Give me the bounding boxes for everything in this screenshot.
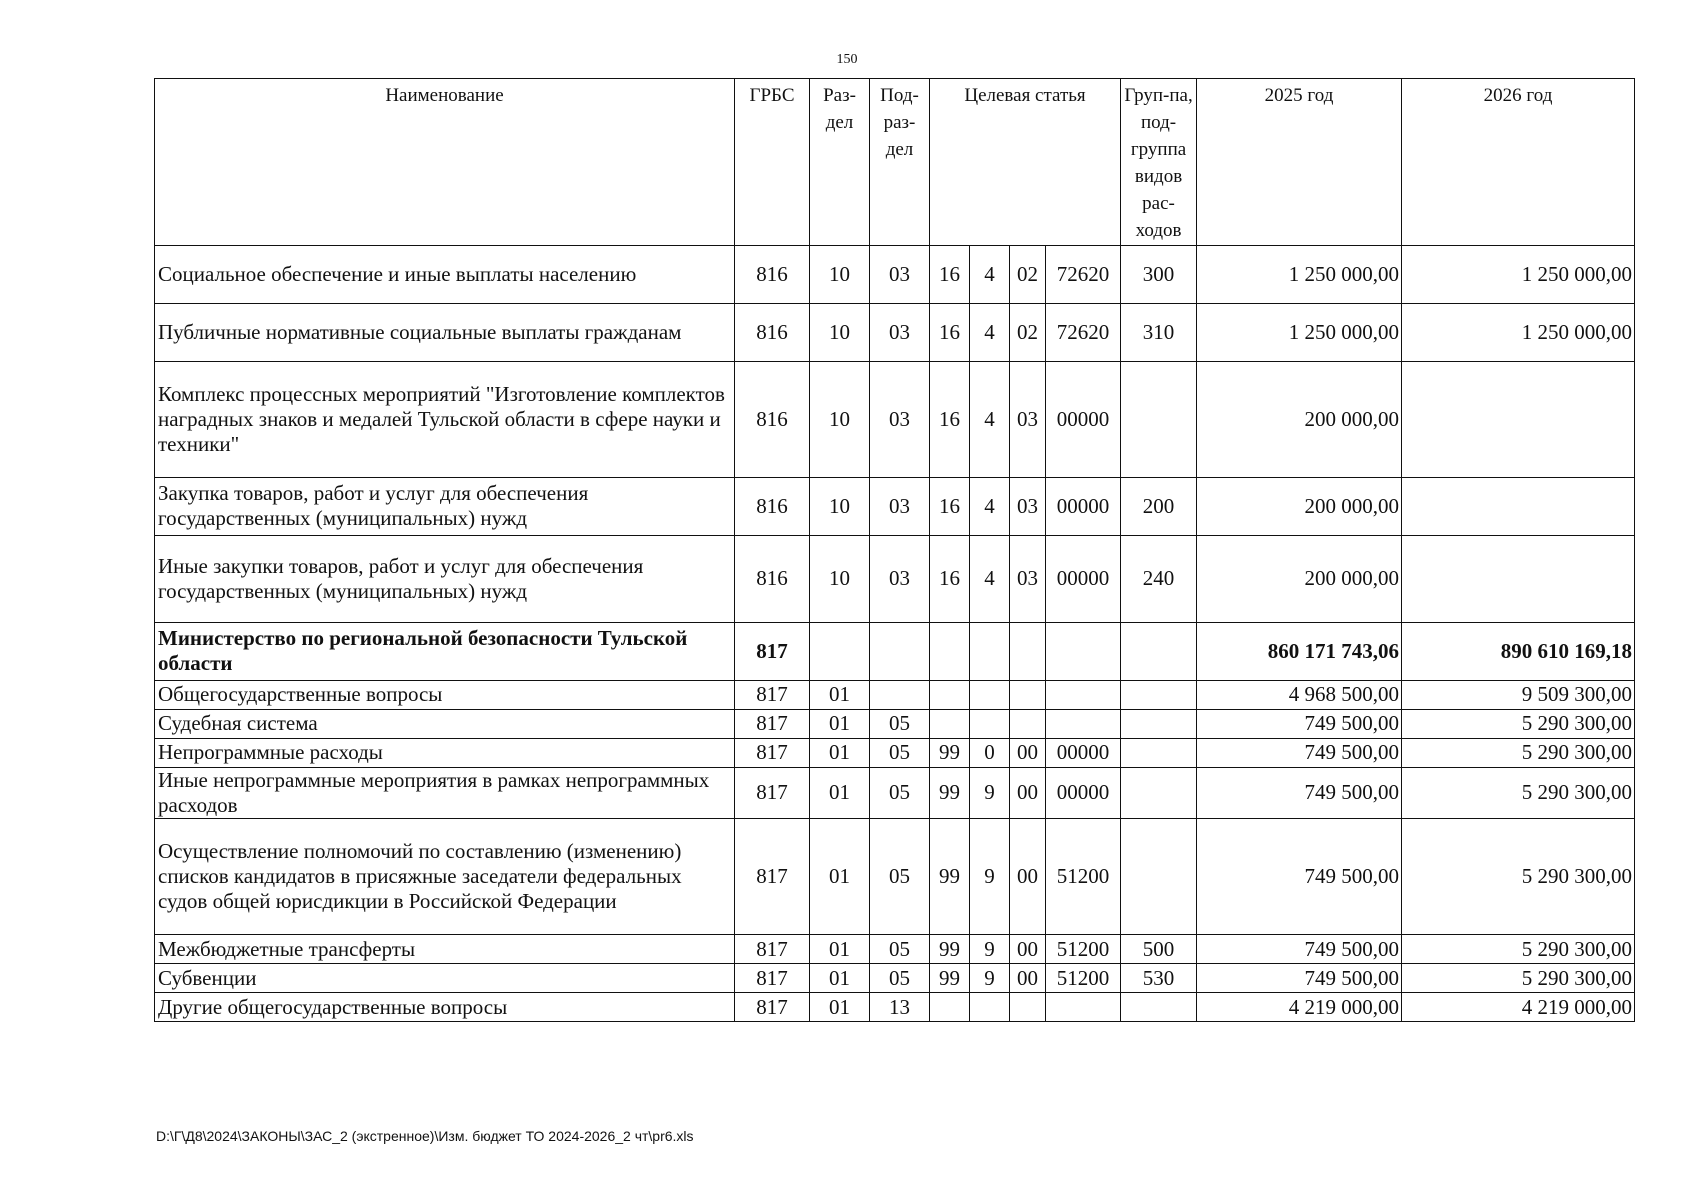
row-podrazdel: 05 <box>870 738 930 767</box>
row-amount-2025: 749 500,00 <box>1197 964 1402 993</box>
table-body <box>155 245 1635 1021</box>
table-row <box>155 709 1635 738</box>
row-target-direction <box>1046 622 1121 680</box>
footer-file-path: D:\Г\Д8\2024\ЗАКОНЫ\ЗАС_2 (экстренное)\Изм. бюджет ТО 2024-2026_2 чт\pr6.xls <box>156 1128 694 1144</box>
row-name: Общегосударственные вопросы <box>155 680 735 709</box>
row-podrazdel: 13 <box>870 993 930 1022</box>
row-grbs: 817 <box>735 819 810 935</box>
page-number: 150 <box>836 52 858 67</box>
row-podrazdel <box>870 680 930 709</box>
table-row <box>155 964 1635 993</box>
row-podrazdel: 03 <box>870 245 930 303</box>
row-name: Межбюджетные трансферты <box>155 935 735 964</box>
row-target-program: 16 <box>930 477 970 535</box>
row-target-element: 02 <box>1010 303 1046 361</box>
row-razdel: 01 <box>810 709 870 738</box>
row-amount-2025: 860 171 743,06 <box>1197 622 1402 680</box>
row-name: Социальное обеспечение и иные выплаты населению <box>155 245 735 303</box>
table-header-row <box>155 79 1635 246</box>
row-target-type: 4 <box>970 535 1010 622</box>
row-target-program: 16 <box>930 245 970 303</box>
table-row <box>155 767 1635 818</box>
row-podrazdel <box>870 622 930 680</box>
row-amount-2026: 9 509 300,00 <box>1402 680 1635 709</box>
row-target-program: 16 <box>930 535 970 622</box>
row-grbs: 816 <box>735 303 810 361</box>
row-target-direction <box>1046 993 1121 1022</box>
row-grbs: 817 <box>735 935 810 964</box>
row-expense-group <box>1121 622 1197 680</box>
row-amount-2026 <box>1402 535 1635 622</box>
row-grbs: 817 <box>735 709 810 738</box>
row-razdel <box>810 622 870 680</box>
row-target-element <box>1010 680 1046 709</box>
row-podrazdel: 03 <box>870 303 930 361</box>
row-target-element: 03 <box>1010 477 1046 535</box>
row-podrazdel: 03 <box>870 535 930 622</box>
row-podrazdel: 03 <box>870 361 930 477</box>
row-expense-group <box>1121 767 1197 818</box>
row-amount-2025: 749 500,00 <box>1197 709 1402 738</box>
row-target-direction: 00000 <box>1046 738 1121 767</box>
row-podrazdel: 05 <box>870 935 930 964</box>
row-name: Иные закупки товаров, работ и услуг для обеспечения государственных (муниципальных) нужд <box>155 535 735 622</box>
row-target-program <box>930 680 970 709</box>
row-target-program: 99 <box>930 819 970 935</box>
row-target-type <box>970 680 1010 709</box>
row-razdel: 01 <box>810 680 870 709</box>
row-razdel: 10 <box>810 303 870 361</box>
header-razdel: Раз-дел <box>810 79 870 246</box>
row-podrazdel: 05 <box>870 819 930 935</box>
row-grbs: 817 <box>735 622 810 680</box>
row-target-direction: 00000 <box>1046 361 1121 477</box>
row-target-type: 4 <box>970 303 1010 361</box>
row-razdel: 01 <box>810 935 870 964</box>
row-target-program: 99 <box>930 935 970 964</box>
row-grbs: 817 <box>735 964 810 993</box>
header-expense-group: Груп-па, под-группа видов рас-ходов <box>1121 79 1197 246</box>
table-row <box>155 535 1635 622</box>
row-razdel: 10 <box>810 245 870 303</box>
row-target-direction <box>1046 709 1121 738</box>
row-amount-2025: 4 219 000,00 <box>1197 993 1402 1022</box>
row-target-element <box>1010 709 1046 738</box>
row-expense-group <box>1121 709 1197 738</box>
row-amount-2026: 5 290 300,00 <box>1402 819 1635 935</box>
row-grbs: 816 <box>735 535 810 622</box>
row-podrazdel: 05 <box>870 709 930 738</box>
row-expense-group: 500 <box>1121 935 1197 964</box>
row-grbs: 817 <box>735 767 810 818</box>
row-name: Судебная система <box>155 709 735 738</box>
row-target-type: 4 <box>970 245 1010 303</box>
row-target-element: 00 <box>1010 738 1046 767</box>
header-2026: 2026 год <box>1402 79 1635 246</box>
row-target-type: 9 <box>970 935 1010 964</box>
row-amount-2025: 749 500,00 <box>1197 767 1402 818</box>
row-name: Комплекс процессных мероприятий "Изготовление комплектов наградных знаков и медалей Тульской области в сфере науки и техники" <box>155 361 735 477</box>
row-amount-2025: 749 500,00 <box>1197 738 1402 767</box>
row-amount-2025: 4 968 500,00 <box>1197 680 1402 709</box>
row-target-direction <box>1046 680 1121 709</box>
row-podrazdel: 03 <box>870 477 930 535</box>
row-grbs: 816 <box>735 245 810 303</box>
row-razdel: 01 <box>810 738 870 767</box>
row-target-program: 99 <box>930 738 970 767</box>
row-expense-group: 300 <box>1121 245 1197 303</box>
row-target-program <box>930 709 970 738</box>
row-target-type <box>970 993 1010 1022</box>
row-name: Закупка товаров, работ и услуг для обеспечения государственных (муниципальных) нужд <box>155 477 735 535</box>
row-amount-2025: 200 000,00 <box>1197 535 1402 622</box>
row-amount-2025: 200 000,00 <box>1197 361 1402 477</box>
row-target-element: 03 <box>1010 361 1046 477</box>
row-target-element: 02 <box>1010 245 1046 303</box>
row-razdel: 10 <box>810 535 870 622</box>
table-row <box>155 993 1635 1022</box>
row-target-program: 16 <box>930 303 970 361</box>
row-target-element: 03 <box>1010 535 1046 622</box>
row-target-direction: 51200 <box>1046 819 1121 935</box>
row-name: Осуществление полномочий по составлению (изменению) списков кандидатов в присяжные заседатели федеральных судов общей юрисдикции в Российской Федерации <box>155 819 735 935</box>
row-target-type: 4 <box>970 361 1010 477</box>
row-expense-group: 240 <box>1121 535 1197 622</box>
budget-table <box>154 78 1635 1022</box>
row-amount-2026: 1 250 000,00 <box>1402 303 1635 361</box>
row-name: Министерство по региональной безопасности Тульской области <box>155 622 735 680</box>
row-target-type: 9 <box>970 964 1010 993</box>
row-razdel: 01 <box>810 819 870 935</box>
row-target-element <box>1010 993 1046 1022</box>
row-podrazdel: 05 <box>870 964 930 993</box>
row-grbs: 817 <box>735 993 810 1022</box>
row-razdel: 01 <box>810 767 870 818</box>
row-expense-group <box>1121 819 1197 935</box>
row-target-direction: 51200 <box>1046 935 1121 964</box>
row-target-direction: 00000 <box>1046 535 1121 622</box>
table-row <box>155 477 1635 535</box>
row-target-type <box>970 709 1010 738</box>
row-target-type: 9 <box>970 767 1010 818</box>
row-amount-2026 <box>1402 361 1635 477</box>
row-amount-2026: 5 290 300,00 <box>1402 709 1635 738</box>
row-target-direction: 72620 <box>1046 245 1121 303</box>
row-target-type <box>970 622 1010 680</box>
row-target-element: 00 <box>1010 964 1046 993</box>
row-target-element: 00 <box>1010 819 1046 935</box>
header-2025: 2025 год <box>1197 79 1402 246</box>
row-amount-2025: 1 250 000,00 <box>1197 303 1402 361</box>
header-grbs: ГРБС <box>735 79 810 246</box>
row-amount-2026: 5 290 300,00 <box>1402 767 1635 818</box>
row-amount-2026: 5 290 300,00 <box>1402 935 1635 964</box>
row-grbs: 816 <box>735 477 810 535</box>
row-target-direction: 00000 <box>1046 767 1121 818</box>
row-target-direction: 51200 <box>1046 964 1121 993</box>
row-expense-group: 200 <box>1121 477 1197 535</box>
row-name: Субвенции <box>155 964 735 993</box>
row-amount-2026: 5 290 300,00 <box>1402 738 1635 767</box>
row-amount-2025: 200 000,00 <box>1197 477 1402 535</box>
header-podrazdel: Под-раз-дел <box>870 79 930 246</box>
row-amount-2026: 4 219 000,00 <box>1402 993 1635 1022</box>
row-target-type: 9 <box>970 819 1010 935</box>
row-amount-2026: 5 290 300,00 <box>1402 964 1635 993</box>
row-amount-2025: 749 500,00 <box>1197 819 1402 935</box>
row-amount-2026 <box>1402 477 1635 535</box>
row-grbs: 816 <box>735 361 810 477</box>
row-target-program <box>930 993 970 1022</box>
table-row <box>155 622 1635 680</box>
row-razdel: 01 <box>810 964 870 993</box>
table-row <box>155 819 1635 935</box>
row-target-direction: 72620 <box>1046 303 1121 361</box>
row-target-program: 99 <box>930 767 970 818</box>
row-target-element <box>1010 622 1046 680</box>
row-amount-2025: 1 250 000,00 <box>1197 245 1402 303</box>
row-amount-2025: 749 500,00 <box>1197 935 1402 964</box>
row-expense-group: 530 <box>1121 964 1197 993</box>
row-name: Иные непрограммные мероприятия в рамках непрограммных расходов <box>155 767 735 818</box>
row-razdel: 01 <box>810 993 870 1022</box>
row-expense-group <box>1121 361 1197 477</box>
row-amount-2026: 1 250 000,00 <box>1402 245 1635 303</box>
row-razdel: 10 <box>810 477 870 535</box>
row-grbs: 817 <box>735 738 810 767</box>
row-target-element: 00 <box>1010 935 1046 964</box>
row-name: Непрограммные расходы <box>155 738 735 767</box>
row-expense-group <box>1121 680 1197 709</box>
row-expense-group: 310 <box>1121 303 1197 361</box>
row-grbs: 817 <box>735 680 810 709</box>
table-row <box>155 680 1635 709</box>
row-target-type: 4 <box>970 477 1010 535</box>
row-target-direction: 00000 <box>1046 477 1121 535</box>
header-name: Наименование <box>155 79 735 246</box>
row-amount-2026: 890 610 169,18 <box>1402 622 1635 680</box>
table-row <box>155 303 1635 361</box>
table-row <box>155 738 1635 767</box>
header-target-article: Целевая статья <box>930 79 1121 246</box>
table-row <box>155 935 1635 964</box>
row-name: Публичные нормативные социальные выплаты гражданам <box>155 303 735 361</box>
row-name: Другие общегосударственные вопросы <box>155 993 735 1022</box>
row-expense-group <box>1121 993 1197 1022</box>
row-target-type: 0 <box>970 738 1010 767</box>
row-target-program: 16 <box>930 361 970 477</box>
row-podrazdel: 05 <box>870 767 930 818</box>
table-row <box>155 361 1635 477</box>
row-target-program <box>930 622 970 680</box>
table-row <box>155 245 1635 303</box>
row-target-element: 00 <box>1010 767 1046 818</box>
row-expense-group <box>1121 738 1197 767</box>
row-razdel: 10 <box>810 361 870 477</box>
row-target-program: 99 <box>930 964 970 993</box>
